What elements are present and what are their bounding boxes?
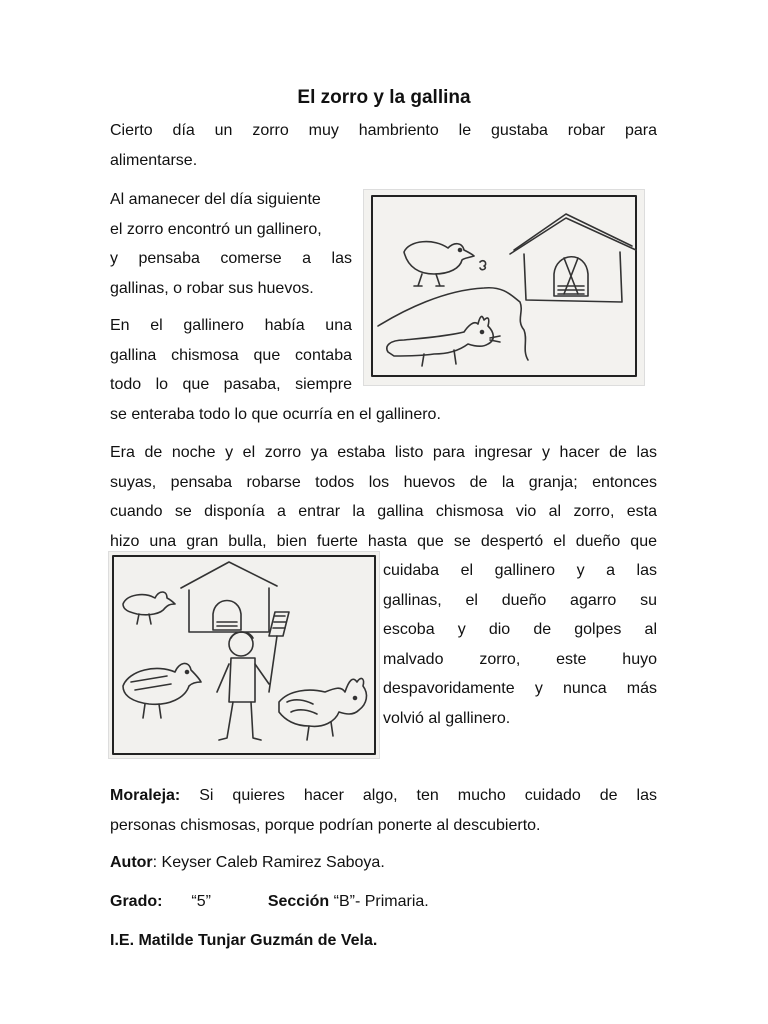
paragraph-line: gallinas, el dueño agarro su [383,591,657,609]
paragraph-line: malvado zorro, este huyo [383,650,657,668]
section-value: “B”- Primaria. [333,893,429,910]
paragraph-dawn [110,185,352,303]
paragraph-night [110,438,657,556]
school-name: I.E. Matilde Tunjar Guzmán de Vela. [110,932,378,949]
paragraph-line: escoba y dio de golpes al [383,621,657,638]
moral-text-1: Si quieres hacer algo, ten mucho cuidado de las [199,787,657,804]
paragraph-line: volvió al gallinero. [383,709,511,727]
paragraph-line: gallina chismosa que contaba [110,346,352,364]
paragraph-gossip-hen-end [110,400,657,430]
paragraph-line: cuidaba el gallinero y a las [383,562,657,579]
author-label: Autor [110,854,153,871]
paragraph-owner [383,556,657,733]
paragraph-gossip-hen [110,311,352,400]
moral-line-2: personas chismosas, porque podrían ponerte al descubierto. [110,816,541,834]
paragraph-line: despavoridamente y nunca más [383,680,657,697]
drawing-fox-and-henhouse [364,190,644,385]
paragraph-line: Al amanecer del día siguiente [110,191,321,208]
paragraph-line: Era de noche y el zorro ya estaba listo para ingresar y hacer de las [110,444,657,461]
paragraph-intro [110,116,657,175]
moral-paragraph [110,781,657,840]
author-value: : Keyser Caleb Ramirez Saboya. [152,854,385,871]
moral-line-1 [110,781,657,811]
moral-label: Moraleja: [110,787,181,804]
paragraph-line: gallinas, o robar sus huevos. [110,279,314,297]
paragraph-line: se enteraba todo lo que ocurría en el gallinero. [110,406,441,423]
paragraph-line: cuando se disponía a entrar la gallina chismosa vio al zorro, esta [110,503,657,520]
drawing-fox-and-henhouse-svg [364,190,644,385]
paragraph-line: alimentarse. [110,151,198,169]
paragraph-line: todo lo que pasaba, siempre [110,376,352,393]
grade-line [110,891,429,913]
paragraph-line: el zorro encontró un gallinero, [110,220,322,238]
paragraph-line: suyas, pensaba robarse todos los huevos de la granja; entonces [110,473,657,491]
paragraph-line: hizo una gran bulla, bien fuerte hasta que se despertó el dueño que [110,532,657,550]
story-title: El zorro y la gallina [297,87,471,108]
paragraph-line: Cierto día un zorro muy hambriento le gustaba robar para [110,122,657,139]
drawing-farmer-chasing-fox [109,552,379,758]
drawing-farmer-chasing-fox-svg [109,552,379,758]
paragraph-line: En el gallinero había una [110,317,352,334]
grade-value: “5” [191,893,211,910]
section-label: Sección [267,893,330,910]
author-line [110,852,385,874]
paragraph-line: y pensaba comerse a las [110,250,352,267]
grade-label: Grado: [110,893,163,910]
